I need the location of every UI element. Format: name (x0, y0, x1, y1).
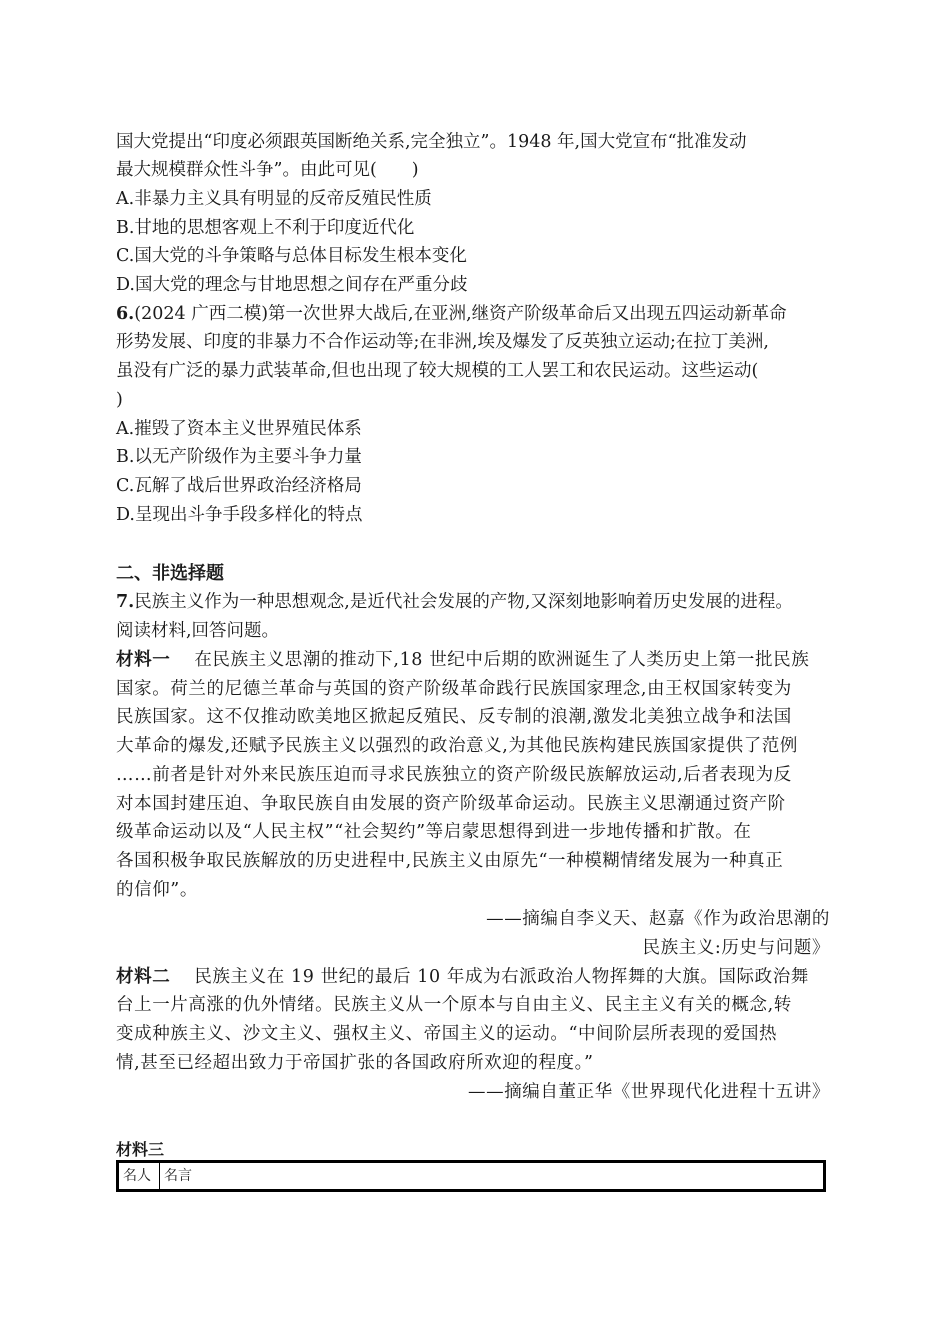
material2-line-2: 台上一片高涨的仇外情绪。民族主义从一个原本与自由主义、民主主义有关的概念,转 (116, 995, 792, 1015)
q6-number: 6. (116, 304, 135, 324)
q5-option-d: D.国大党的理念与甘地思想之间存在严重分歧 (116, 275, 468, 295)
material1-line-7: 级革命运动以及“人民主权”“社会契约”等启蒙思想得到进一步地传播和扩散。在 (116, 822, 752, 842)
material1-line-9: 的信仰”。 (116, 880, 198, 900)
q6-option-a: A.摧毁了资本主义世界殖民体系 (116, 419, 362, 439)
q6-stem-line-3: 虽没有广泛的暴力武装革命,但也出现了较大规模的工人罢工和农民运动。这些运动( (116, 361, 759, 381)
q5-stem-line-2: 最大规模群众性斗争”。由此可见( ) (116, 160, 419, 180)
q5-stem-line-1: 国大党提出“印度必须跟英国断绝关系,完全独立”。1948 年,国大党宣布“批准发动 (116, 132, 747, 152)
material2-label: 材料二 (116, 967, 171, 987)
q7-stem-line-1 (116, 591, 793, 613)
material1-line-3: 民族国家。这不仅推动欧美地区掀起反殖民、反专制的浪潮,激发北美独立战争和法国 (116, 707, 792, 727)
material3-label: 材料三 (116, 1140, 165, 1159)
q7-stem-text-1: 民族主义作为一种思想观念,是近代社会发展的产物,又深刻地影响着历史发展的进程。 (134, 592, 793, 612)
material2-text-1: 民族主义在 19 世纪的最后 10 年成为右派政治人物挥舞的大旗。国际政治舞 (194, 967, 809, 987)
material1-source-1: ——摘编自李义天、赵嘉《作为政治思潮的 (486, 909, 830, 929)
material1-line-8: 各国积极争取民族解放的历史进程中,民族主义由原先“一种模糊情绪发展为一种真正 (116, 851, 784, 871)
table-header-quote: 名言 (164, 1168, 192, 1184)
q6-stem-line-4: ) (116, 390, 123, 410)
q7-stem-line-2: 阅读材料,回答问题。 (116, 621, 280, 641)
material1-label: 材料一 (116, 650, 171, 670)
material2-line-4: 情,甚至已经超出致力于帝国扩张的各国政府所欢迎的程度。” (116, 1053, 594, 1073)
table-header-person: 名人 (119, 1163, 160, 1189)
q6-option-c: C.瓦解了战后世界政治经济格局 (116, 476, 362, 496)
material1-line-2: 国家。荷兰的尼德兰革命与英国的资产阶级革命践行民族国家理念,由王权国家转变为 (116, 679, 792, 699)
material1-source-2: 民族主义:历史与问题》 (642, 938, 830, 958)
material1-text-1: 在民族主义思潮的推动下,18 世纪中后期的欧洲诞生了人类历史上第一批民族 (194, 650, 810, 670)
q6-option-d: D.呈现出斗争手段多样化的特点 (116, 505, 363, 525)
q5-option-b: B.甘地的思想客观上不利于印度近代化 (116, 218, 415, 238)
q5-option-c: C.国大党的斗争策略与总体目标发生根本变化 (116, 246, 467, 266)
material1-line-6: 对本国封建压迫、争取民族自由发展的资产阶级革命运动。民族主义思潮通过资产阶 (116, 794, 786, 814)
q7-number: 7. (116, 592, 135, 612)
material2-line-1 (116, 966, 809, 988)
material1-line-5: ……前者是针对外来民族压迫而寻求民族独立的资产阶级民族解放运动,后者表现为反 (116, 765, 792, 785)
q6-stem-line-1 (116, 303, 787, 325)
q6-option-b: B.以无产阶级作为主要斗争力量 (116, 447, 362, 467)
material2-source: ——摘编自董正华《世界现代化进程十五讲》 (468, 1082, 830, 1102)
material2-line-3: 变成种族主义、沙文主义、强权主义、帝国主义的运动。“中间阶层所表现的爱国热 (116, 1024, 778, 1044)
q6-stem-line-2: 形势发展、印度的非暴力不合作运动等;在非洲,埃及爆发了反英独立运动;在拉丁美洲, (116, 332, 769, 352)
q5-option-a: A.非暴力主义具有明显的反帝反殖民性质 (116, 189, 432, 209)
material3-table (116, 1160, 826, 1192)
material1-line-1 (116, 649, 809, 671)
section-title: 二、非选择题 (116, 563, 224, 584)
material1-line-4: 大革命的爆发,还赋予民族主义以强烈的政治意义,为其他民族构建民族国家提供了范例 (116, 736, 799, 756)
q6-stem-text-1: (2024 广西二模)第一次世界大战后,在亚洲,继资产阶级革命后又出现五四运动新革命 (134, 304, 787, 324)
